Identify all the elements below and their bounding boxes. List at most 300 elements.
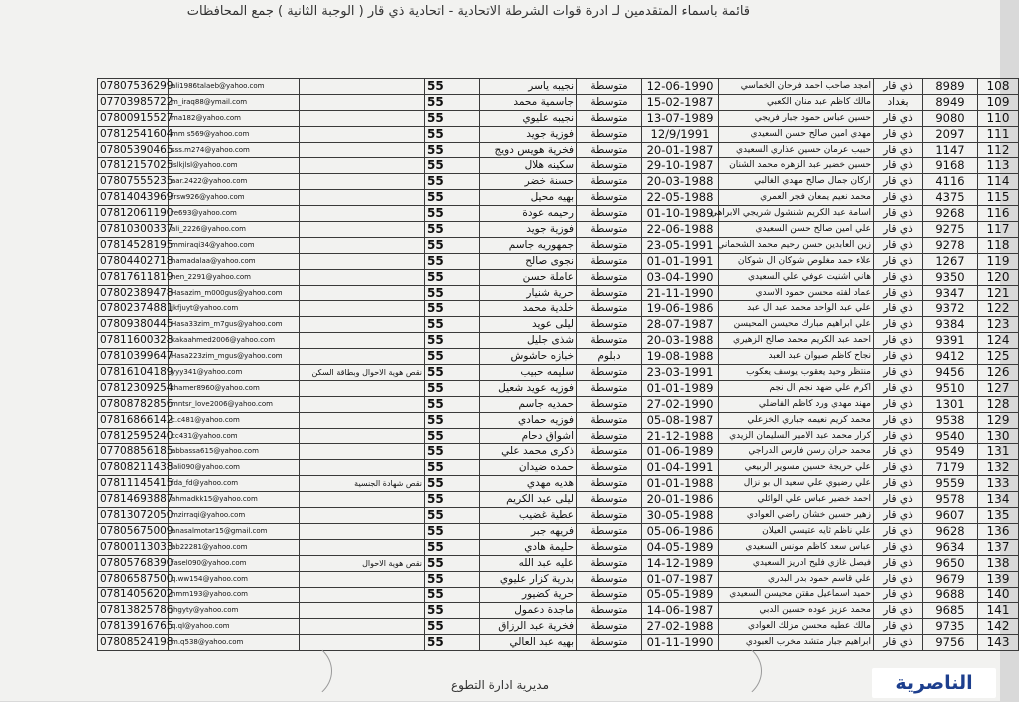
cell-mother: اشواق دحام [480,428,577,444]
cell-phone: 07703985722 [98,94,169,110]
cell-phone: 07814056202 [98,587,169,603]
cell-phone: 07708856185 [98,444,169,460]
cell-dob: 01-10-1989 [642,206,719,222]
cell-edu: متوسطة [577,444,642,460]
cell-score: 55 [425,349,480,365]
table-row [98,555,1019,571]
cell-seq: 138 [978,555,1019,571]
cell-mother: فوزية جويد [480,222,577,238]
cell-note [300,492,425,508]
cell-mother: فوزية جويد [480,126,577,142]
cell-dob: 20-01-1986 [642,492,719,508]
cell-gov: ذي قار [874,476,923,492]
cell-name: امجد صاحب احمد فرحان الخماسي [719,79,874,95]
cell-id: 9735 [923,619,978,635]
cell-mother: ليلى عبد الكريم [480,492,577,508]
cell-mother: شذى جليل [480,333,577,349]
cell-name: علي رضيوي علي سعيد ال بو نزال [719,476,874,492]
cell-dob: 13-07-1989 [642,110,719,126]
cell-email: cc431@yahoo.com [169,428,300,444]
cell-email: Hasa33zim_m7gus@yahoo.com [169,317,300,333]
cell-dob: 19-08-1988 [642,349,719,365]
cell-score: 55 [425,110,480,126]
cell-phone: 07805675009 [98,523,169,539]
cell-mother: عاملة حسن [480,269,577,285]
cell-mother: ذكرى محمد علي [480,444,577,460]
cell-mother: سليمه حبيب [480,365,577,381]
cell-gov: ذي قار [874,571,923,587]
cell-note [300,110,425,126]
cell-dob: 01-04-1991 [642,460,719,476]
cell-gov: ذي قار [874,587,923,603]
cell-edu: متوسطة [577,365,642,381]
cell-phone: 07805390465 [98,142,169,158]
table-row [98,110,1019,126]
cell-seq: 119 [978,253,1019,269]
cell-edu: متوسطة [577,269,642,285]
cell-note [300,396,425,412]
cell-id: 9679 [923,571,978,587]
cell-note [300,206,425,222]
table-row [98,237,1019,253]
cell-dob: 23-03-1991 [642,365,719,381]
cell-seq: 130 [978,428,1019,444]
cell-phone: 07814528195 [98,237,169,253]
cell-mother: حمديه جاسم [480,396,577,412]
cell-email: mm s569@yahoo.com [169,126,300,142]
cell-gov: ذي قار [874,635,923,651]
cell-id: 7179 [923,460,978,476]
cell-gov: ذي قار [874,237,923,253]
cell-gov: ذي قار [874,492,923,508]
cell-email: thamer8960@yahoo.com [169,380,300,396]
cell-phone: 07802374881 [98,301,169,317]
cell-email: mmiraqi34@yahoo.com [169,237,300,253]
cell-id: 9650 [923,555,978,571]
cell-name: محمد عزيز عوده حسين الدبي [719,603,874,619]
cell-email: q.ww154@yahoo.com [169,571,300,587]
cell-dob: 01-01-1988 [642,476,719,492]
cell-note [300,444,425,460]
cell-mother: نجوى صالح [480,253,577,269]
cell-score: 55 [425,571,480,587]
cell-dob: 01-06-1989 [642,444,719,460]
cell-id: 9540 [923,428,978,444]
cell-score: 55 [425,603,480,619]
cell-gov: ذي قار [874,301,923,317]
cell-name: محمد حران رسن فارس الدراجي [719,444,874,460]
table-row [98,603,1019,619]
cell-name: اكرم علي ضهد نجم ال نجم [719,380,874,396]
cell-edu: متوسطة [577,285,642,301]
cell-id: 1301 [923,396,978,412]
cell-edu: متوسطة [577,222,642,238]
cell-gov: ذي قار [874,222,923,238]
cell-name: محمد نعيم يمعان فجر العمري [719,190,874,206]
cell-score: 55 [425,412,480,428]
cell-score: 55 [425,301,480,317]
cell-seq: 142 [978,619,1019,635]
cell-note [300,333,425,349]
cell-phone: 07800915527 [98,110,169,126]
cell-email: hamadalaa@yahoo.com [169,253,300,269]
cell-seq: 135 [978,508,1019,524]
cell-seq: 131 [978,444,1019,460]
cell-dob: 30-05-1988 [642,508,719,524]
cell-id: 8989 [923,79,978,95]
cell-note [300,222,425,238]
table-row [98,349,1019,365]
table-row [98,460,1019,476]
cell-email: ahmadkk15@yahoo.com [169,492,300,508]
cell-seq: 132 [978,460,1019,476]
cell-edu: متوسطة [577,110,642,126]
cell-mother: حسنة خضر [480,174,577,190]
cell-mother: عليه عبد الله [480,555,577,571]
cell-dob: 20-03-1988 [642,333,719,349]
cell-seq: 118 [978,237,1019,253]
cell-mother: فريهه جبر [480,523,577,539]
cell-email: ali_2226@yahoo.com [169,222,300,238]
cell-name: عباس سعد كاظم مونس السعيدي [719,539,874,555]
cell-gov: ذي قار [874,110,923,126]
cell-seq: 126 [978,365,1019,381]
cell-dob: 20-01-1987 [642,142,719,158]
cell-gov: ذي قار [874,190,923,206]
cell-note: نقص هوية الاحوال وبطاقة السكن [300,365,425,381]
cell-name: حسين عباس حمود جبار فريجي [719,110,874,126]
cell-gov: ذي قار [874,126,923,142]
cell-edu: متوسطة [577,94,642,110]
cell-phone: 07813916765 [98,619,169,635]
table-row [98,476,1019,492]
cell-gov: ذي قار [874,555,923,571]
cell-dob: 19-06-1986 [642,301,719,317]
cell-id: 9510 [923,380,978,396]
cell-gov: ذي قار [874,142,923,158]
cell-name: علي ابراهيم مبارك محيسن المحيسن [719,317,874,333]
cell-name: فيصل غازي فليح ادريز السعيدي [719,555,874,571]
cell-email: hmm193@yahoo.com [169,587,300,603]
cell-dob: 12-06-1990 [642,79,719,95]
table-row [98,285,1019,301]
cell-name: حبيب عرمان حسين عذاري السعيدي [719,142,874,158]
cell-email: frsw926@yahoo.com [169,190,300,206]
cell-dob: 20-03-1988 [642,174,719,190]
cell-gov: ذي قار [874,79,923,95]
cell-mother: بهيه محيل [480,190,577,206]
cell-edu: متوسطة [577,317,642,333]
cell-id: 9688 [923,587,978,603]
cell-seq: 122 [978,301,1019,317]
cell-id: 9168 [923,158,978,174]
cell-phone: 07816866142 [98,412,169,428]
cell-name: عماد لفته محسن حمود الاسدي [719,285,874,301]
cell-email: ab22281@yahoo.com [169,539,300,555]
cell-edu: متوسطة [577,492,642,508]
table-row [98,269,1019,285]
cell-seq: 133 [978,476,1019,492]
binding-hole-mark [260,640,332,702]
cell-mother: فخرية هويس دويج [480,142,577,158]
cell-dob: 04-05-1989 [642,539,719,555]
cell-email: yyy341@yahoo.com [169,365,300,381]
cell-seq: 136 [978,523,1019,539]
cell-mother: نجيبه ياسر [480,79,577,95]
cell-dob: 14-12-1989 [642,555,719,571]
cell-edu: متوسطة [577,587,642,603]
cell-score: 55 [425,444,480,460]
cell-score: 55 [425,428,480,444]
cell-gov: ذي قار [874,317,923,333]
cell-gov: ذي قار [874,428,923,444]
table-row [98,301,1019,317]
cell-id: 1147 [923,142,978,158]
cell-phone: 07810300337 [98,222,169,238]
applicants-table-body [98,79,1019,651]
cell-edu: متوسطة [577,237,642,253]
cell-gov: ذي قار [874,619,923,635]
cell-dob: 05-08-1987 [642,412,719,428]
cell-seq: 120 [978,269,1019,285]
table-row [98,142,1019,158]
cell-score: 55 [425,158,480,174]
cell-score: 55 [425,237,480,253]
cell-edu: متوسطة [577,635,642,651]
cell-score: 55 [425,380,480,396]
cell-seq: 139 [978,571,1019,587]
cell-name: علاء حمد مغلوص شوكان ال شوكان [719,253,874,269]
cell-gov: ذي قار [874,412,923,428]
cell-dob: 05-05-1989 [642,587,719,603]
cell-mother: بدرية كزار عليوي [480,571,577,587]
cell-phone: 07809380445 [98,317,169,333]
cell-name: علي قاسم حمود بدر البدري [719,571,874,587]
cell-name: منتظر وحيد يعقوب يوسف يعكوب [719,365,874,381]
cell-mother: نجيبه عليوي [480,110,577,126]
cell-dob: 22-05-1988 [642,190,719,206]
cell-edu: متوسطة [577,603,642,619]
cell-score: 55 [425,142,480,158]
cell-gov: ذي قار [874,396,923,412]
cell-id: 9628 [923,523,978,539]
cell-id: 9538 [923,412,978,428]
cell-email: c.c481@yahoo.com [169,412,300,428]
cell-note [300,428,425,444]
cell-score: 55 [425,365,480,381]
cell-mother: حليمة هادي [480,539,577,555]
cell-edu: متوسطة [577,253,642,269]
cell-phone: 07812157025 [98,158,169,174]
cell-dob: 27-02-1990 [642,396,719,412]
table-row [98,174,1019,190]
cell-score: 55 [425,79,480,95]
table-row [98,571,1019,587]
cell-email: Hasa223zim_mgus@yahoo.com [169,349,300,365]
cell-email: abbassa615@yahoo.com [169,444,300,460]
cell-edu: متوسطة [577,79,642,95]
table-row [98,523,1019,539]
cell-id: 9080 [923,110,978,126]
cell-seq: 121 [978,285,1019,301]
cell-mother: جاسمية محمد [480,94,577,110]
cell-id: 9347 [923,285,978,301]
cell-mother: حرية كضيور [480,587,577,603]
cell-dob: 29-10-1987 [642,158,719,174]
binding-hole-mark [690,640,762,702]
cell-note [300,190,425,206]
cell-id: 9634 [923,539,978,555]
cell-name: مالك كاظم عبد منان الكعبي [719,94,874,110]
cell-gov: ذي قار [874,333,923,349]
cell-gov: ذي قار [874,444,923,460]
cell-email: aar.2422@yahoo.com [169,174,300,190]
cell-email: mzirraqi@yahoo.com [169,508,300,524]
cell-name: نجاح كاظم صيوان عبد العبد [719,349,874,365]
cell-gov: ذي قار [874,206,923,222]
cell-gov: بغداد [874,94,923,110]
cell-dob: 12/9/1991 [642,126,719,142]
cell-score: 55 [425,555,480,571]
cell-phone: 07814693887 [98,492,169,508]
cell-phone: 07812309254 [98,380,169,396]
cell-gov: ذي قار [874,269,923,285]
cell-id: 9549 [923,444,978,460]
cell-dob: 01-01-1991 [642,253,719,269]
cell-mother: جمهوريه جاسم [480,237,577,253]
cell-mother: خبازه حاشوش [480,349,577,365]
table-row [98,587,1019,603]
cell-gov: ذي قار [874,253,923,269]
cell-note [300,237,425,253]
cell-id: 9756 [923,635,978,651]
cell-mother: حرية شنيار [480,285,577,301]
cell-note [300,79,425,95]
cell-phone: 07804402718 [98,253,169,269]
cell-edu: متوسطة [577,142,642,158]
cell-score: 55 [425,492,480,508]
cell-gov: ذي قار [874,523,923,539]
cell-phone: 07817611819 [98,269,169,285]
cell-phone: 07813072050 [98,508,169,524]
cell-edu: متوسطة [577,380,642,396]
cell-dob: 23-05-1991 [642,237,719,253]
cell-score: 55 [425,476,480,492]
cell-name: ابراهيم جبار متشد مخرب العبودي [719,635,874,651]
cell-note [300,142,425,158]
cell-seq: 141 [978,603,1019,619]
cell-gov: ذي قار [874,508,923,524]
table-row [98,79,1019,95]
cell-edu: متوسطة [577,508,642,524]
cell-mother: سكينه هلال [480,158,577,174]
cell-phone: 07812061190 [98,206,169,222]
cell-mother: فخرية عبد الرزاق [480,619,577,635]
cell-name: علي عبد الواحد محمد عبد ال عبد [719,301,874,317]
cell-seq: 116 [978,206,1019,222]
cell-email: jhgyty@yahoo.com [169,603,300,619]
cell-name: زين العابدين حسن رحيم محمد الشحماني [719,237,874,253]
table-row [98,94,1019,110]
cell-note [300,619,425,635]
cell-phone: 07807536299 [98,79,169,95]
cell-phone: 07812595240 [98,428,169,444]
cell-phone: 07807555235 [98,174,169,190]
cell-email: jkfjuyt@yahoo.com [169,301,300,317]
applicants-table [97,78,1019,651]
table-row [98,508,1019,524]
cell-edu: متوسطة [577,460,642,476]
cell-gov: ذي قار [874,349,923,365]
cell-id: 9456 [923,365,978,381]
cell-name: كرار محمد عبد الامير السليمان الزيدي [719,428,874,444]
table-row [98,206,1019,222]
cell-seq: 108 [978,79,1019,95]
cell-name: علي امين صالح حسن السعيدي [719,222,874,238]
cell-note: نقص هوية الاحوال [300,555,425,571]
cell-edu: دبلوم [577,349,642,365]
cell-id: 4375 [923,190,978,206]
table-row [98,126,1019,142]
cell-edu: متوسطة [577,523,642,539]
cell-name: علي ناظم ثايه عتيسي العيلان [719,523,874,539]
cell-score: 55 [425,269,480,285]
cell-edu: متوسطة [577,126,642,142]
cell-edu: متوسطة [577,158,642,174]
cell-seq: 111 [978,126,1019,142]
cell-note: نقص شهادة الجنسية [300,476,425,492]
cell-note [300,523,425,539]
cell-note [300,174,425,190]
cell-score: 55 [425,333,480,349]
table-row [98,444,1019,460]
cell-seq: 110 [978,110,1019,126]
cell-mother: حمده ضيدان [480,460,577,476]
document-title: قائمة باسماء المتقدمين لـ ادرة قوات الشرطة الاتحادية - اتحادية ذي قار ( الوجبة الثانية ) جمع المحافظات [186,4,750,19]
cell-seq: 124 [978,333,1019,349]
cell-edu: متوسطة [577,301,642,317]
cell-edu: متوسطة [577,539,642,555]
cell-score: 55 [425,190,480,206]
cell-gov: ذي قار [874,603,923,619]
cell-note [300,508,425,524]
cell-id: 9384 [923,317,978,333]
cell-phone: 07811145415 [98,476,169,492]
table-row [98,492,1019,508]
cell-mother: رحيمه عودة [480,206,577,222]
cell-email: lslkjlsl@yahoo.com [169,158,300,174]
cell-email: hen_2291@yahoo.com [169,269,300,285]
cell-mother: هديه مهدي [480,476,577,492]
cell-seq: 114 [978,174,1019,190]
table-row [98,412,1019,428]
cell-name: مهدي امين صالح حسن السعيدي [719,126,874,142]
cell-id: 9275 [923,222,978,238]
cell-score: 55 [425,126,480,142]
cell-email: iali090@yahoo.com [169,460,300,476]
cell-phone: 07808211438 [98,460,169,476]
cell-note [300,253,425,269]
cell-edu: متوسطة [577,174,642,190]
cell-edu: متوسطة [577,476,642,492]
cell-phone: 07814043969 [98,190,169,206]
cell-score: 55 [425,317,480,333]
cell-note [300,94,425,110]
cell-seq: 134 [978,492,1019,508]
cell-score: 55 [425,285,480,301]
cell-edu: متوسطة [577,396,642,412]
cell-note [300,285,425,301]
